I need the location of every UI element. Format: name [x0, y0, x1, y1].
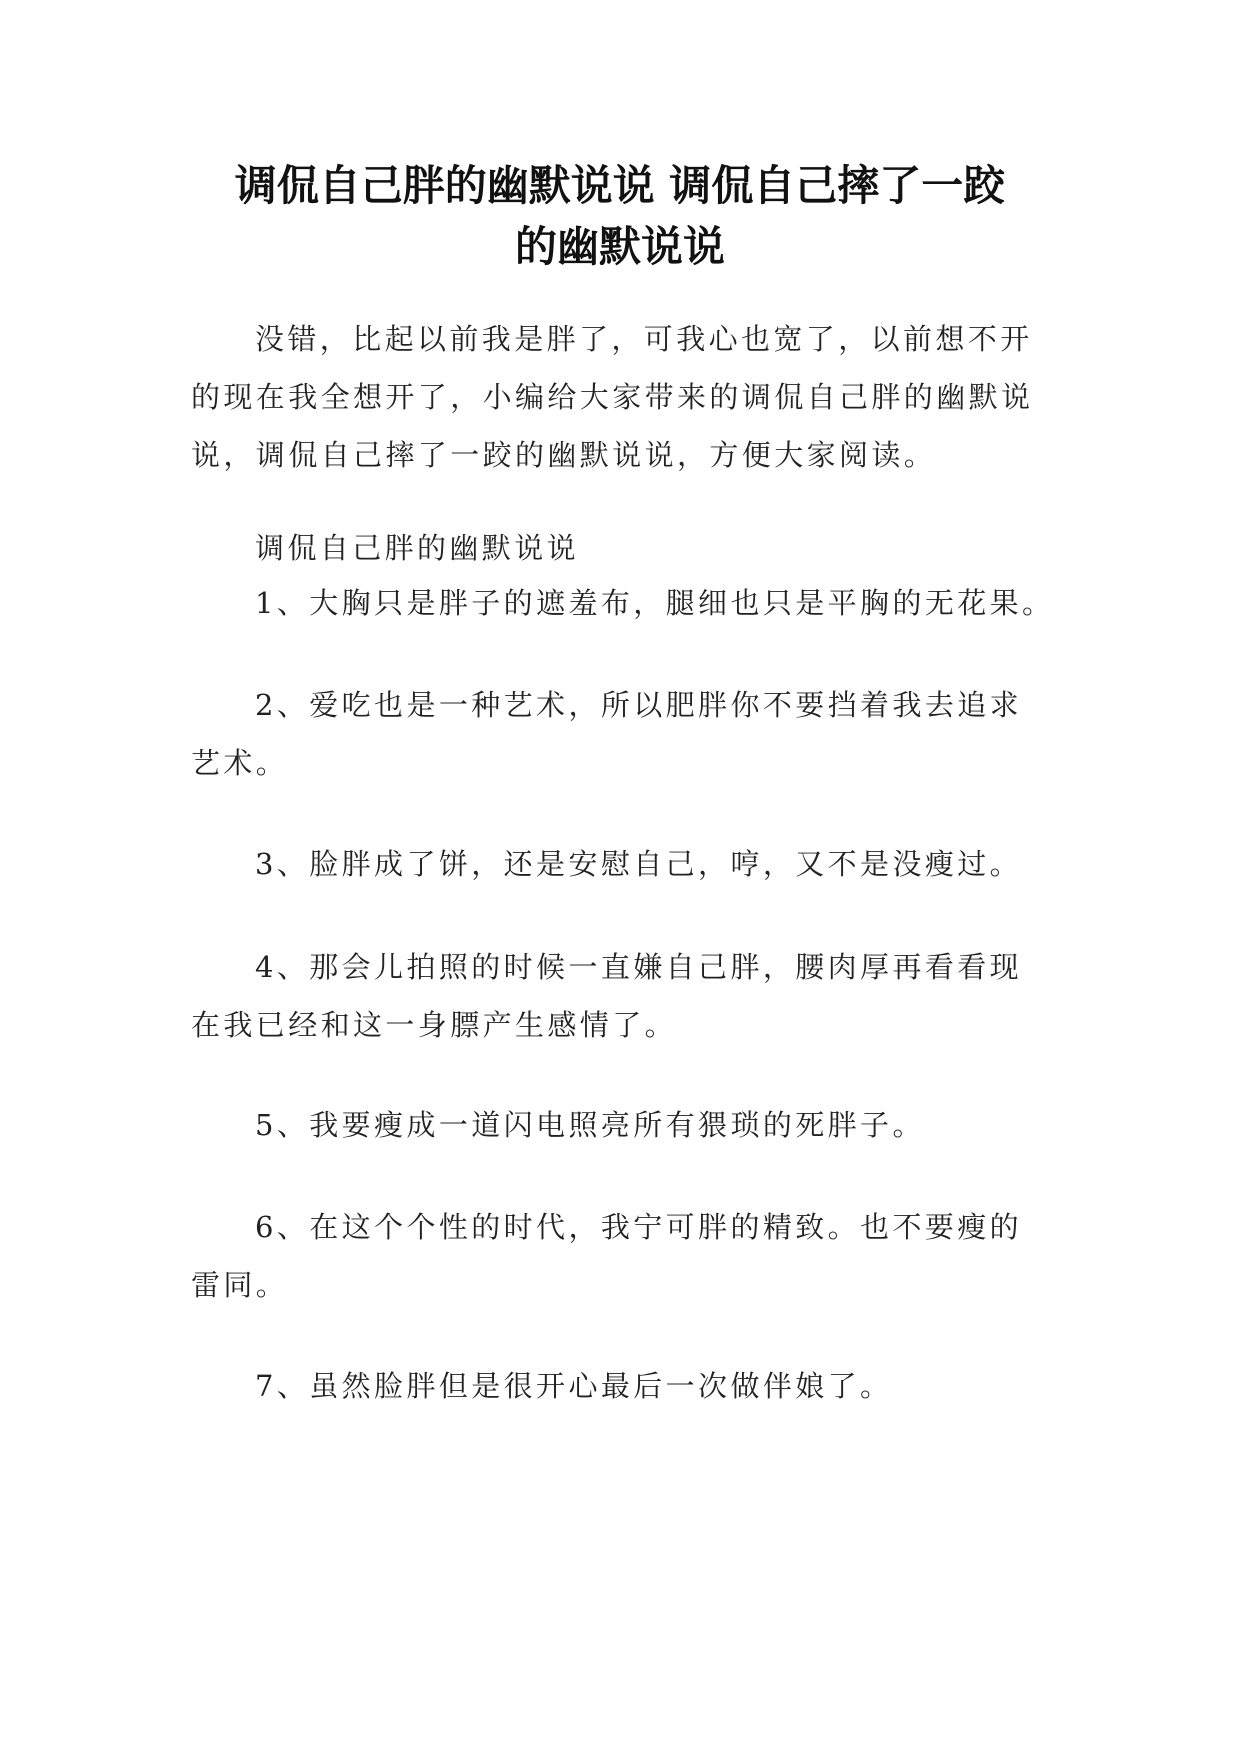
list-item-line: 3、脸胖成了饼，还是安慰自己，哼，又不是没瘦过。	[255, 847, 1023, 881]
list-item-line: 艺术。	[191, 746, 289, 780]
list-item	[191, 1198, 1061, 1314]
list-item	[191, 1096, 1061, 1154]
list-item-line: 7、虽然脸胖但是很开心最后一次做伴娘了。	[255, 1369, 893, 1403]
list-item-line: 在我已经和这一身膘产生感情了。	[191, 1008, 678, 1042]
intro-line: 没错，比起以前我是胖了，可我心也宽了，以前想不开	[255, 322, 1033, 356]
intro-paragraph	[191, 310, 1061, 484]
list-item-line: 2、爱吃也是一种艺术，所以肥胖你不要挡着我去追求	[255, 688, 1023, 722]
document-title-line-1: 调侃自己胖的幽默说说 调侃自己摔了一跤	[234, 161, 1006, 210]
intro-line: 的现在我全想开了，小编给大家带来的调侃自己胖的幽默说	[191, 380, 1034, 414]
list-item	[191, 835, 1061, 893]
list-item	[191, 1357, 1061, 1415]
list-item-line: 6、在这个个性的时代，我宁可胖的精致。也不要瘦的	[255, 1210, 1023, 1244]
section-heading: 调侃自己胖的幽默说说	[255, 531, 580, 565]
list-item	[191, 676, 1061, 792]
list-item-line: 5、我要瘦成一道闪电照亮所有猥琐的死胖子。	[255, 1108, 925, 1142]
list-item-line: 4、那会儿拍照的时候一直嫌自己胖，腰肉厚再看看现	[255, 950, 1023, 984]
list-item	[191, 938, 1061, 1054]
list-item	[191, 574, 1061, 632]
list-item-line: 1、大胸只是胖子的遮羞布，腿细也只是平胸的无花果。	[255, 586, 1055, 620]
document-title-line-2: 的幽默说说	[514, 222, 725, 271]
list-item-line: 雷同。	[191, 1268, 289, 1302]
intro-line: 说，调侃自己摔了一跤的幽默说说，方便大家阅读。	[191, 438, 937, 472]
